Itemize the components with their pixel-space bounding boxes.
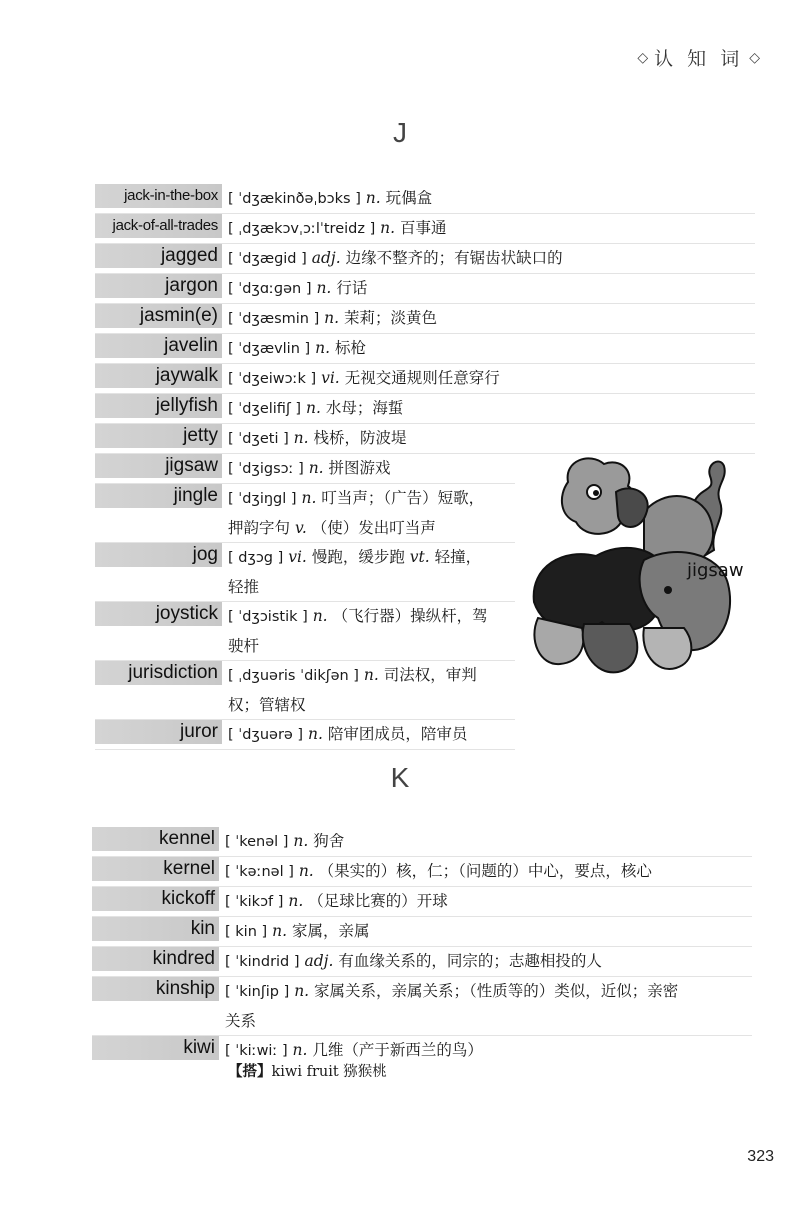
- definition: [222, 661, 477, 720]
- meaning: 百事通: [400, 219, 447, 237]
- part-of-speech: adj.: [304, 952, 334, 970]
- headword: jigsaw: [95, 454, 222, 478]
- meaning: 家属，亲属: [291, 922, 370, 940]
- headword: jack-in-the-box: [95, 184, 222, 208]
- headword: jack-of-all-trades: [95, 214, 222, 238]
- part-of-speech: n.: [272, 922, 288, 940]
- section-k-entries: [92, 827, 752, 1065]
- part-of-speech: n.: [308, 725, 323, 743]
- meaning: 叮当声；（广告）短歌，: [321, 489, 485, 507]
- part-of-speech: n.: [312, 607, 328, 625]
- meaning: 水母；海蜇: [325, 399, 404, 417]
- meaning: （果实的）核，仁；（问题的）中心，要点，核心: [318, 862, 652, 880]
- definition: [219, 857, 652, 887]
- definition: [219, 977, 678, 1036]
- meaning: 狗舍: [313, 832, 345, 850]
- phonetic: [ ˈkikɔf ]: [225, 894, 284, 910]
- phonetic: [ ˌdʒækɔvˌɔːlˈtreidz ]: [228, 221, 376, 237]
- headword: jaywalk: [95, 364, 222, 388]
- phonetic: [ ˈkinʃip ]: [225, 984, 290, 1000]
- headword: juror: [95, 720, 222, 744]
- entry: [95, 184, 755, 214]
- meaning: 栈桥，防波堤: [313, 429, 407, 447]
- part-of-speech: v.: [294, 519, 307, 537]
- part-of-speech: n.: [293, 832, 309, 850]
- definition: [222, 454, 391, 484]
- phonetic: [ dʒɔg ]: [228, 550, 284, 566]
- entry: [92, 917, 752, 947]
- meaning: 标枪: [334, 339, 366, 357]
- part-of-speech: vi.: [321, 369, 340, 387]
- part-of-speech: n.: [316, 279, 332, 297]
- phonetic: [ ˈdʒæsmin ]: [228, 311, 320, 327]
- headword: kennel: [92, 827, 219, 851]
- entry: [95, 214, 755, 244]
- definition: [222, 394, 403, 424]
- entry: [95, 334, 755, 364]
- headword: jagged: [95, 244, 222, 268]
- meaning: 陪审团成员，陪审员: [327, 725, 468, 743]
- meaning-continued: 关系: [225, 1012, 257, 1030]
- headword: kinship: [92, 977, 219, 1001]
- entry: [95, 304, 755, 334]
- meaning: 几维（产于新西兰的鸟）: [312, 1041, 483, 1059]
- phonetic: [ ˈdʒɔistik ]: [228, 609, 308, 625]
- meaning: （飞行器）操纵杆，驾: [332, 607, 488, 625]
- page-number: 323: [747, 1148, 774, 1165]
- entry: [92, 1036, 752, 1065]
- definition: [222, 304, 437, 334]
- phonetic: [ ˈdʒigsɔː ]: [228, 461, 304, 477]
- diamond-icon: ◇: [749, 49, 760, 66]
- illustration-label: jigsaw: [687, 560, 744, 581]
- entry: [95, 484, 515, 543]
- definition: [219, 917, 369, 947]
- meaning-continued: 驶杆: [228, 637, 260, 655]
- meaning: 茉莉；淡黄色: [344, 309, 438, 327]
- meaning-continued: 轻推: [228, 578, 260, 596]
- part-of-speech: n.: [301, 489, 317, 507]
- phonetic: [ kin ]: [225, 924, 268, 940]
- entry: [95, 661, 515, 720]
- headword: jurisdiction: [95, 661, 222, 685]
- definition: [222, 720, 467, 750]
- entry: [92, 857, 752, 887]
- part-of-speech: n.: [380, 219, 396, 237]
- meaning: 司法权，审判: [383, 666, 477, 684]
- headword: javelin: [95, 334, 222, 358]
- headword: joystick: [95, 602, 222, 626]
- meaning: 边缘不整齐的；有锯齿状缺口的: [345, 249, 563, 267]
- part-of-speech: vi.: [288, 548, 307, 566]
- meaning: （足球比赛的）开球: [308, 892, 448, 910]
- meaning: （使）发出叮当声: [311, 519, 436, 537]
- definition: [222, 364, 500, 394]
- part-of-speech: vt.: [409, 548, 430, 566]
- entry: [95, 394, 755, 424]
- entry: [95, 454, 515, 484]
- entry: [95, 720, 515, 750]
- part-of-speech: n.: [298, 862, 314, 880]
- meaning: 拼图游戏: [328, 459, 391, 477]
- headword: jog: [95, 543, 222, 567]
- meaning: 慢跑，缓步跑: [311, 548, 405, 566]
- collocation: [228, 1060, 387, 1081]
- headword: kindred: [92, 947, 219, 971]
- collocation-text: kiwi fruit 猕猴桃: [271, 1064, 387, 1080]
- definition: [222, 334, 366, 364]
- headword: jasmin(e): [95, 304, 222, 328]
- phonetic: [ ˈkəːnəl ]: [225, 864, 294, 880]
- phonetic: [ ˌdʒuəris ˈdikʃən ]: [228, 668, 359, 684]
- phonetic: [ ˈdʒiŋgl ]: [228, 491, 297, 507]
- headword: jargon: [95, 274, 222, 298]
- section-letter-k: K: [390, 762, 410, 793]
- entry: [92, 887, 752, 917]
- headword: kernel: [92, 857, 219, 881]
- phonetic: [ ˈdʒeiwɔːk ]: [228, 371, 317, 387]
- entry: [95, 424, 755, 454]
- meaning: 行话: [336, 279, 368, 297]
- entry: [95, 602, 515, 661]
- part-of-speech: n.: [315, 339, 331, 357]
- headword: jellyfish: [95, 394, 222, 418]
- meaning: 玩偶盒: [385, 189, 433, 207]
- part-of-speech: n.: [308, 459, 324, 477]
- definition: [222, 602, 488, 661]
- part-of-speech: n.: [365, 189, 381, 207]
- meaning-continued: 权；管辖权: [228, 696, 306, 714]
- definition: [219, 827, 344, 857]
- definition: [222, 184, 432, 214]
- collocation-tag: 【搭】: [228, 1063, 272, 1080]
- entry: [92, 977, 752, 1036]
- phonetic: [ ˈdʒeti ]: [228, 431, 289, 447]
- phonetic: [ ˈdʒævlin ]: [228, 341, 311, 357]
- definition: [222, 244, 563, 274]
- part-of-speech: n.: [306, 399, 321, 417]
- part-of-speech: n.: [293, 429, 309, 447]
- headword: kickoff: [92, 887, 219, 911]
- headword: kiwi: [92, 1036, 219, 1060]
- phonetic: [ ˈkenəl ]: [225, 834, 289, 850]
- phonetic: [ ˈkiːwiː ]: [225, 1043, 288, 1059]
- part-of-speech: adj.: [311, 249, 341, 267]
- meaning: 无视交通规则任意穿行: [344, 369, 500, 387]
- phonetic: [ ˈdʒæɡid ]: [228, 251, 307, 267]
- phonetic: [ ˈdʒɑːɡən ]: [228, 281, 312, 297]
- entry: [95, 274, 755, 304]
- header-title: 认 知 词: [654, 48, 744, 70]
- meaning-continued: 押韵字句: [228, 519, 291, 537]
- part-of-speech: n.: [288, 892, 304, 910]
- phonetic: [ ˈdʒuərə ]: [228, 727, 304, 743]
- phonetic: [ ˈdʒelifiʃ ]: [228, 401, 302, 417]
- entry: [95, 244, 755, 274]
- definition: [222, 274, 367, 304]
- definition: [219, 947, 602, 977]
- page-header: [637, 44, 760, 71]
- part-of-speech: n.: [292, 1041, 308, 1059]
- entry: [95, 364, 755, 394]
- phonetic: [ ˈdʒækinðəˌbɔks ]: [228, 191, 361, 207]
- phonetic: [ ˈkindrid ]: [225, 954, 300, 970]
- entry: [92, 947, 752, 977]
- meaning: 轻撞，: [434, 548, 482, 566]
- part-of-speech: n.: [294, 982, 310, 1000]
- definition: [219, 887, 448, 917]
- part-of-speech: n.: [324, 309, 340, 327]
- meaning: 家属关系，亲属关系；（性质等的）类似，近似；亲密: [314, 982, 679, 1000]
- definition: [222, 424, 407, 454]
- definition: [222, 543, 481, 602]
- meaning: 有血缘关系的，同宗的；志趣相投的人: [338, 952, 602, 970]
- entry: [95, 543, 515, 602]
- definition: [222, 484, 484, 543]
- diamond-icon: ◇: [637, 49, 649, 66]
- definition: [222, 214, 447, 244]
- section-letter-j: J: [393, 117, 407, 148]
- part-of-speech: n.: [363, 666, 379, 684]
- entry: [92, 827, 752, 857]
- headword: jetty: [95, 424, 222, 448]
- headword: jingle: [95, 484, 222, 508]
- headword: kin: [92, 917, 219, 941]
